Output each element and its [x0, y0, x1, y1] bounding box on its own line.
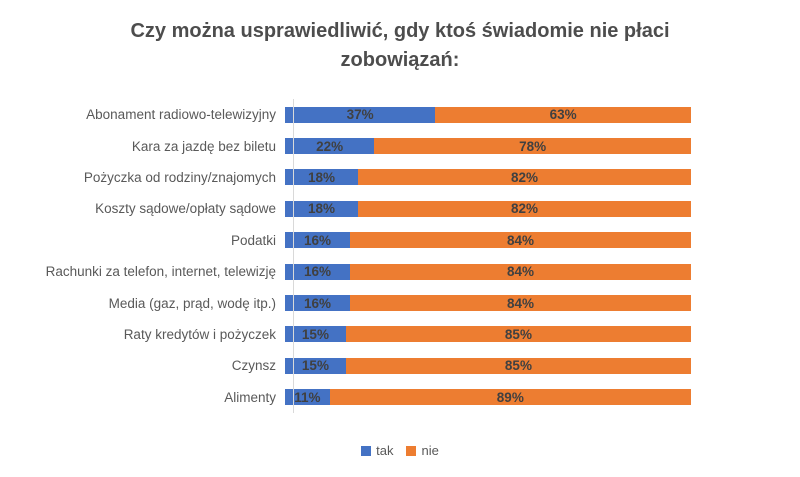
category-label: Raty kredytów i pożyczek	[123, 326, 276, 342]
bar-segment-tak	[285, 326, 346, 342]
bar-segment-nie	[350, 295, 691, 311]
data-label-nie: 63%	[549, 107, 577, 123]
bar-row	[0, 256, 800, 287]
data-label-nie: 89%	[496, 389, 524, 405]
chart-title: Czy można usprawiedliwić, gdy ktoś świadomie nie płaci zobowiązań:	[130, 20, 670, 71]
data-label-tak: 16%	[303, 264, 331, 280]
bar-segment-tak	[285, 389, 330, 405]
bar-row	[0, 287, 800, 318]
legend-item-nie	[406, 443, 438, 458]
data-label-nie: 78%	[519, 138, 547, 154]
bar-track	[285, 295, 691, 311]
bar-segment-tak	[285, 169, 358, 185]
bar-track	[285, 389, 691, 405]
bar-row	[0, 130, 800, 161]
legend	[0, 443, 800, 458]
data-label-tak: 16%	[303, 295, 331, 311]
legend-label-nie: nie	[421, 443, 439, 458]
bar-segment-nie	[346, 358, 691, 374]
bar-track	[285, 264, 691, 280]
data-label-nie: 84%	[506, 264, 534, 280]
bar-segment-nie	[350, 264, 691, 280]
data-label-nie: 85%	[504, 326, 532, 342]
category-label: Czynsz	[231, 358, 276, 374]
bar-track	[285, 169, 691, 185]
category-label: Pożyczka od rodziny/znajomych	[83, 169, 276, 185]
data-label-tak: 18%	[308, 201, 336, 217]
data-label-nie: 82%	[511, 201, 539, 217]
data-label-tak: 37%	[346, 107, 374, 123]
bar-track	[285, 358, 691, 374]
bar-row	[0, 99, 800, 130]
data-label-nie: 82%	[511, 169, 539, 185]
bar-row	[0, 225, 800, 256]
data-label-tak: 22%	[316, 138, 344, 154]
chart-plot-area	[0, 99, 800, 413]
bar-row	[0, 382, 800, 413]
data-label-nie: 85%	[504, 358, 532, 374]
bar-segment-tak	[285, 138, 374, 154]
bar-segment-tak	[285, 295, 350, 311]
bar-segment-tak	[285, 264, 350, 280]
data-label-tak: 15%	[301, 326, 329, 342]
category-axis-line	[293, 99, 294, 413]
bar-track	[285, 138, 691, 154]
bar-segment-nie	[330, 389, 691, 405]
bar-track	[285, 201, 691, 217]
legend-label-tak: tak	[376, 443, 394, 458]
bar-track	[285, 326, 691, 342]
category-label: Koszty sądowe/opłaty sądowe	[95, 201, 276, 217]
bar-row	[0, 193, 800, 224]
bar-segment-tak	[285, 358, 346, 374]
bar-segment-nie	[435, 107, 691, 123]
bar-segment-nie	[346, 326, 691, 342]
bar-segment-nie	[358, 169, 691, 185]
data-label-tak: 11%	[294, 389, 321, 405]
legend-item-tak	[361, 443, 393, 458]
bar-segment-nie	[350, 232, 691, 248]
bar-segment-tak	[285, 107, 435, 123]
legend-swatch-tak	[361, 446, 371, 456]
bar-segment-tak	[285, 201, 358, 217]
category-label: Podatki	[230, 232, 276, 248]
bar-segment-tak	[285, 232, 350, 248]
data-label-tak: 18%	[308, 169, 336, 185]
data-label-tak: 15%	[301, 358, 329, 374]
bar-row	[0, 350, 800, 381]
bar-track	[285, 232, 691, 248]
bar-rows	[0, 99, 800, 413]
category-label: Abonament radiowo-telewizyjny	[86, 107, 276, 123]
bar-row	[0, 319, 800, 350]
category-label: Rachunki za telefon, internet, telewizję	[45, 264, 276, 280]
bar-row	[0, 162, 800, 193]
data-label-nie: 84%	[506, 232, 534, 248]
bar-segment-nie	[358, 201, 691, 217]
data-label-tak: 16%	[303, 232, 331, 248]
category-label: Alimenty	[224, 389, 276, 405]
data-label-nie: 84%	[506, 295, 534, 311]
legend-swatch-nie	[406, 446, 416, 456]
bar-segment-nie	[374, 138, 691, 154]
bar-track	[285, 107, 691, 123]
category-label: Media (gaz, prąd, wodę itp.)	[108, 295, 276, 311]
category-label: Kara za jazdę bez biletu	[131, 138, 276, 154]
